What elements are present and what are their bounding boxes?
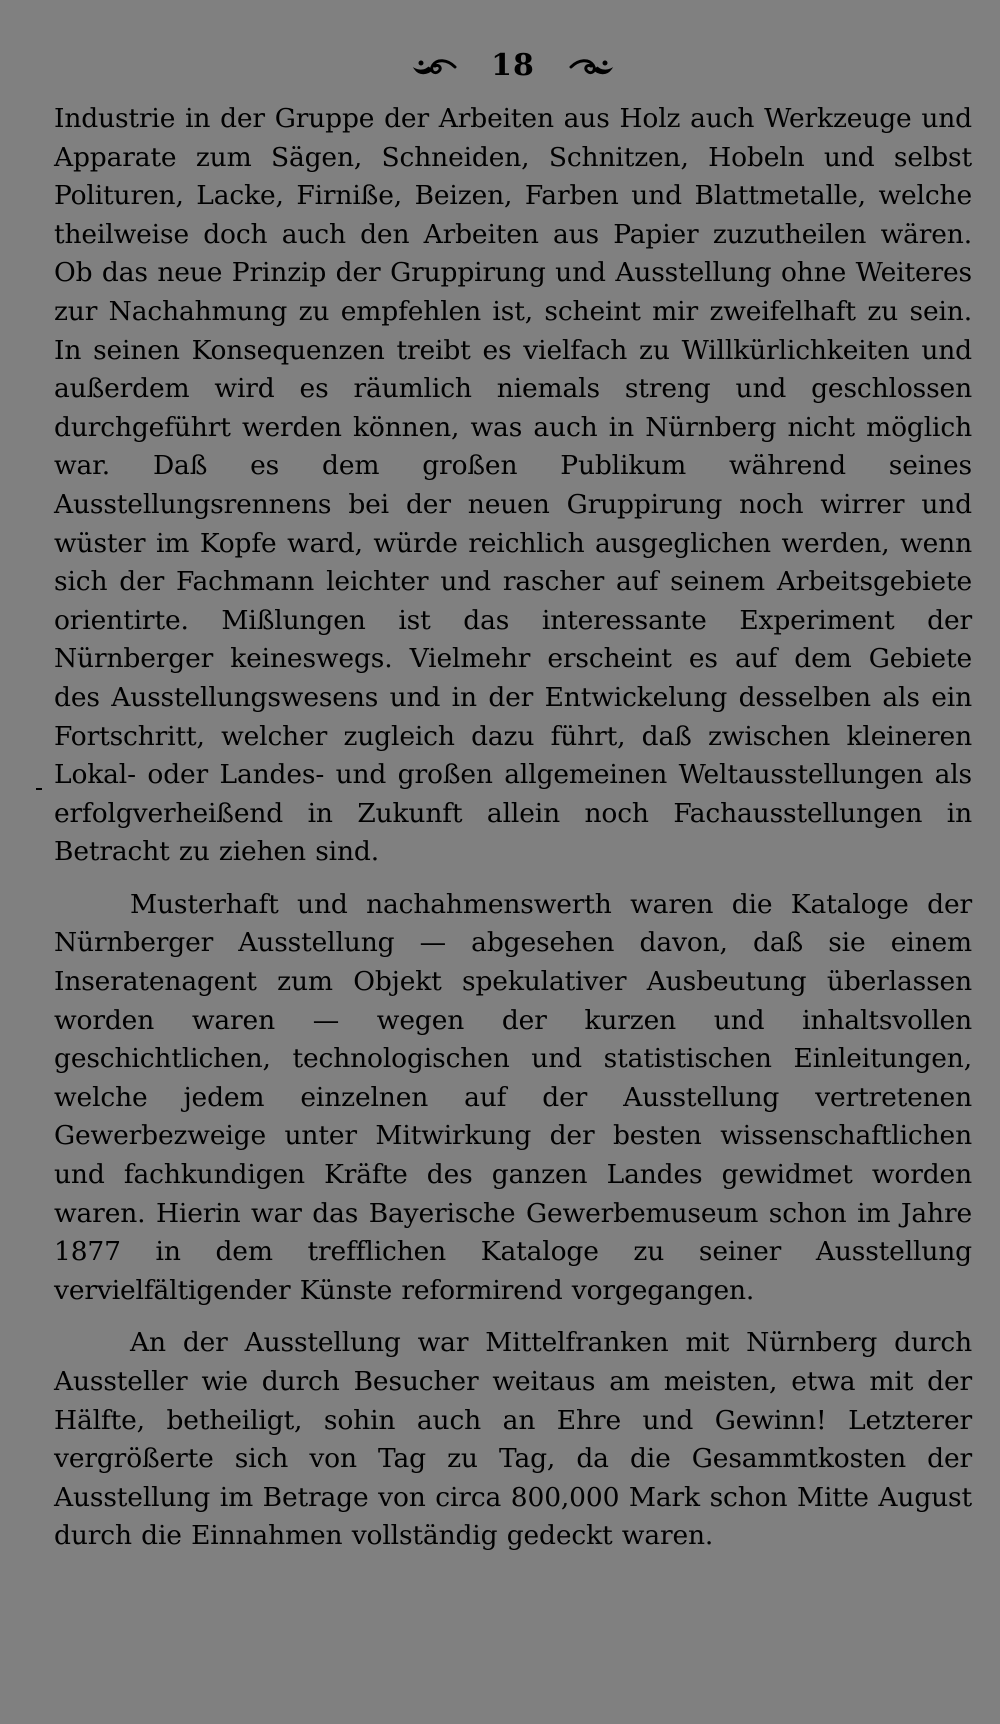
- margin-mark: [36, 788, 42, 790]
- paragraph-3: An der Ausstellung war Mittelfranken mit Nürnberg durch Aussteller wie durch Besucher weitaus am meisten, etwa mit der Hälfte, betheiligt, sohin auch an Ehre und Gewinn! Letzterer vergrößerte sich von Tag zu Tag, da die Gesammtkosten der Ausstellung im Betrage von circa 800,000 Mark schon Mitte August durch die Einnahmen vollständig gedeckt waren.: [54, 1327, 972, 1552]
- paragraph-2: Musterhaft und nachahmenswerth waren die Kataloge der Nürnberger Ausstellung — abgesehen davon, daß sie einem Inseratenagent zum Objekt spekulativer Ausbeutung überlassen worden waren — wegen der kurzen und inhaltsvollen geschichtlichen, technologischen und statistischen Einleitungen, welche jedem einzelnen auf der Ausstellung vertretenen Gewerbezweige unter Mitwirkung der besten wissenschaftlichen und fachkundigen Kräfte des ganzen Landes gewidmet worden waren. Hierin war das Bayerische Gewerbemuseum schon im Jahre 1877 in dem trefflichen Kataloge zu seiner Ausstellung vervielfältigender Künste reformirend vorgegangen.: [54, 888, 972, 1306]
- book-page: [54, 40, 972, 1700]
- body-text: [54, 100, 972, 1556]
- page-number: 18: [491, 47, 535, 83]
- paragraph-1: Industrie in der Gruppe der Arbeiten aus Holz auch Werkzeuge und Apparate zum Sägen, Schneiden, Schnitzen, Hobeln und selbst Polituren, Lacke, Firniße, Beizen, Farben und Blattmetalle, welche theilweise doch auch den Arbeiten aus Papier zuzutheilen wären. Ob das neue Prinzip der Gruppirung und Ausstellung ohne Weiteres zur Nachahmung zu empfehlen ist, scheint mir zweifelhaft zu sein. In seinen Konsequenzen treibt es vielfach zu Willkürlichkeiten und außerdem wird es räumlich niemals streng und geschlossen durchgeführt werden können, was auch in Nürnberg nicht möglich war. Daß es dem großen Publikum während seines Ausstellungsrennens bei der neuen Gruppirung noch wirrer und wüster im Kopfe ward, würde reichlich ausgeglichen werden, wenn sich der Fachmann leichter und rascher auf seinem Arbeitsgebiete orientirte. Mißlungen ist das interessante Experiment der Nürnberger keineswegs. Vielmehr erscheint es auf dem Gebiete des Ausstellungswesens und in der Entwickelung desselben als ein Fortschritt, welcher zugleich dazu führt, daß zwischen kleineren Lokal- oder Landes- und großen allgemeinen Weltausstellungen als erfolgverheißend in Zukunft allein noch Fachausstellungen in Betracht zu ziehen sind.: [54, 103, 972, 868]
- fleuron-left-icon: [411, 51, 457, 79]
- page-header: [54, 40, 972, 90]
- fleuron-right-icon: [569, 51, 615, 79]
